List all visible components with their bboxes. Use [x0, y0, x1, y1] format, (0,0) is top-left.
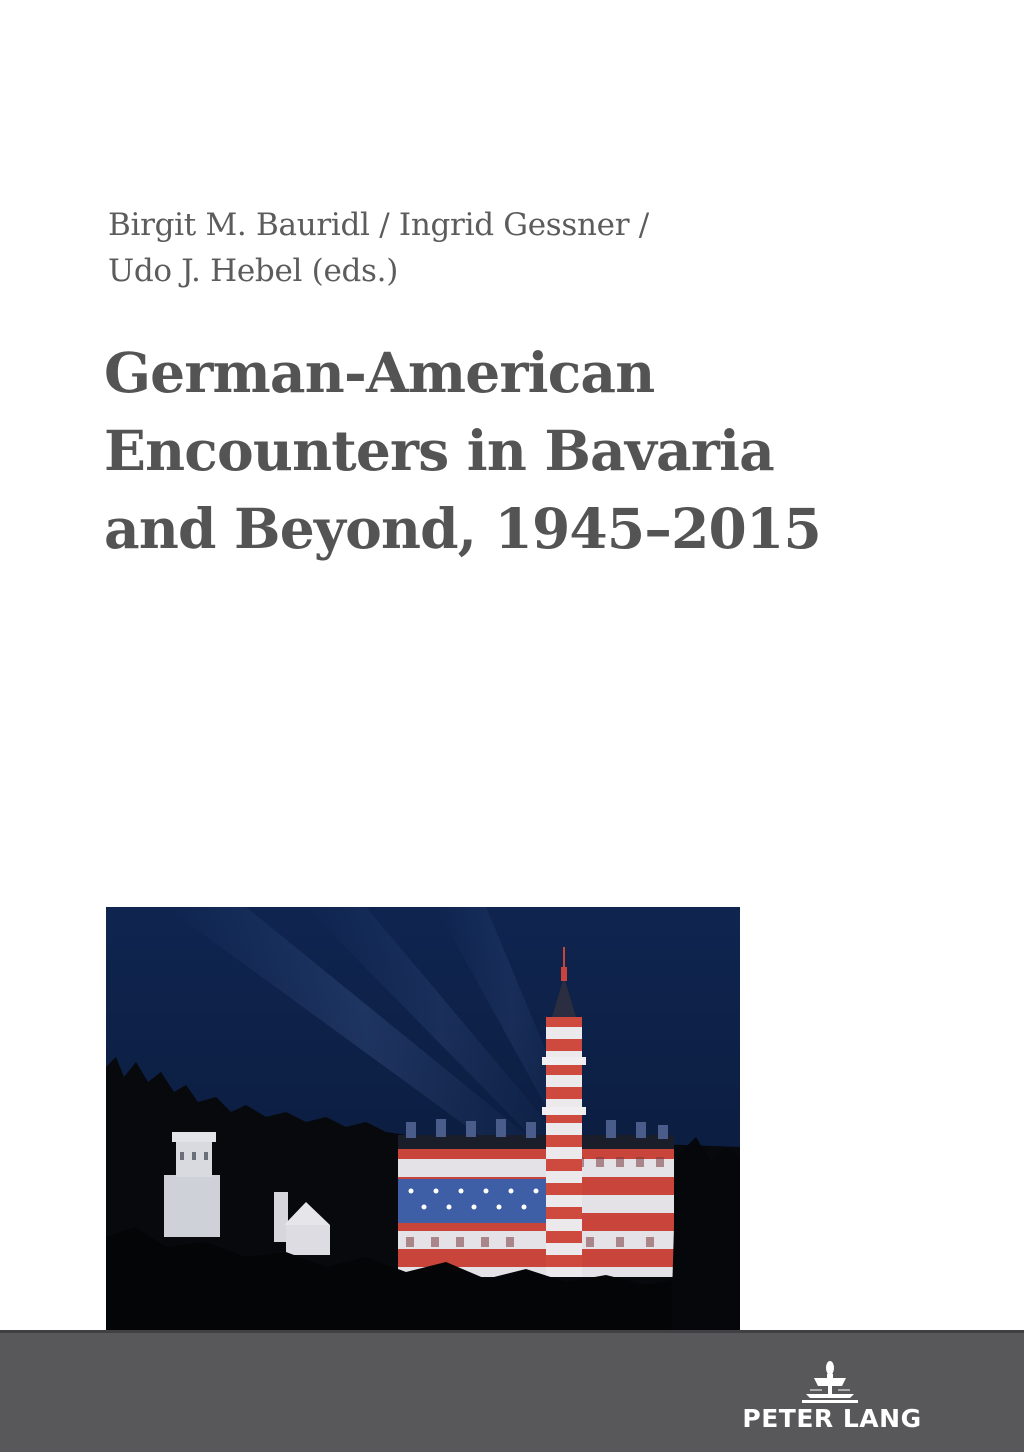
publisher-name: PETER LANG: [742, 1404, 922, 1433]
title-line-2: Encounters in Bavaria: [104, 418, 775, 483]
publisher-footer-bar: [0, 1330, 1024, 1452]
book-authors: [108, 202, 649, 294]
title-line-1: German-American: [104, 340, 655, 405]
title-line-3: and Beyond, 1945–2015: [104, 496, 821, 561]
cover-castle-image: [106, 907, 740, 1330]
peter-lang-lamp-icon: [796, 1360, 864, 1406]
authors-line-2: Udo J. Hebel (eds.): [108, 253, 398, 289]
authors-line-1: Birgit M. Bauridl / Ingrid Gessner /: [108, 207, 649, 243]
book-title: [104, 334, 821, 568]
